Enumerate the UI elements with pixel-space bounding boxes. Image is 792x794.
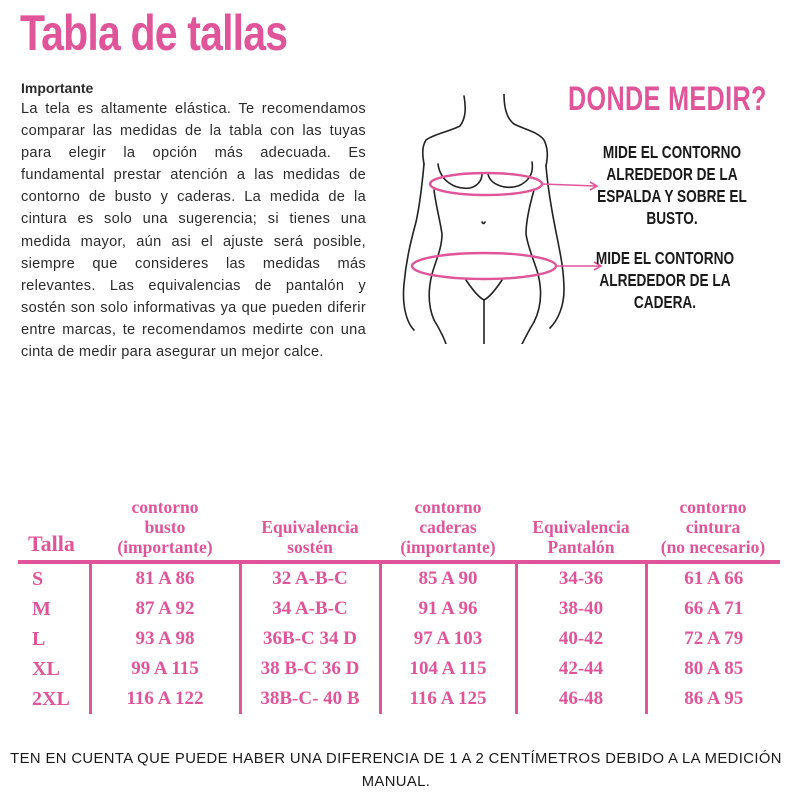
pants-cell: 46-48 bbox=[516, 684, 646, 714]
bust-instruction: MIDE EL CONTORNO ALREDEDOR DE LA ESPALDA Y SOBRE EL BUSTO. bbox=[597, 142, 747, 228]
size-cell: M bbox=[32, 597, 51, 620]
size-cell: 2XL bbox=[32, 687, 70, 710]
table-row bbox=[18, 624, 780, 654]
bra-cell: 36B-C 34 D bbox=[240, 624, 380, 654]
bust-cell: 87 A 92 bbox=[90, 594, 240, 624]
bust-cell: 81 A 86 bbox=[90, 562, 240, 594]
bra-cell: 38 B-C 36 D bbox=[240, 654, 380, 684]
bust-cell: 93 A 98 bbox=[90, 624, 240, 654]
size-cell: XL bbox=[32, 657, 60, 680]
hips-cell: 91 A 96 bbox=[380, 594, 516, 624]
header-talla: Talla bbox=[28, 531, 75, 556]
table-header-row bbox=[18, 497, 780, 562]
bust-cell: 116 A 122 bbox=[90, 684, 240, 714]
pants-cell: 42-44 bbox=[516, 654, 646, 684]
pants-cell: 40-42 bbox=[516, 624, 646, 654]
page-title: Tabla de tallas bbox=[20, 5, 288, 61]
table-row bbox=[18, 684, 780, 714]
hips-cell: 85 A 90 bbox=[380, 562, 516, 594]
important-label: Importante bbox=[21, 80, 94, 96]
hips-cell: 97 A 103 bbox=[380, 624, 516, 654]
table-row bbox=[18, 654, 780, 684]
waist-cell: 61 A 66 bbox=[646, 562, 780, 594]
measure-heading: DONDE MEDIR? bbox=[568, 80, 767, 118]
header-bust: contorno busto (importante) bbox=[117, 497, 213, 557]
waist-cell: 66 A 71 bbox=[646, 594, 780, 624]
pants-cell: 38-40 bbox=[516, 594, 646, 624]
size-cell: L bbox=[32, 627, 46, 650]
hips-cell: 116 A 125 bbox=[380, 684, 516, 714]
header-bra: Equivalencia sostén bbox=[261, 517, 359, 557]
bra-cell: 32 A-B-C bbox=[240, 562, 380, 594]
hips-cell: 104 A 115 bbox=[380, 654, 516, 684]
important-text: La tela es altamente elástica. Te recomendamos comparar las medidas de la tabla con las tuyas para elegir la opción más adecuada. Es fundamental prestar atención a las medidas de contorno de busto y caderas. La medida de la cintura es solo una sugerencia; si tienes una medida mayor, aún asi el ajuste será posible, siempre que consideres las medidas más relevantes. Las equivalencias de pantalón y sostén son solo informativas ya que pueden diferir entre marcas, te recomendamos medirte con una cinta de medir para asegurar un mejor calce. bbox=[21, 101, 366, 361]
bra-cell: 38B-C- 40 B bbox=[240, 684, 380, 714]
waist-cell: 86 A 95 bbox=[646, 684, 780, 714]
header-hips: contorno caderas (importante) bbox=[400, 497, 496, 557]
hip-instruction: MIDE EL CONTORNO ALREDEDOR DE LA CADERA. bbox=[595, 248, 735, 312]
size-cell: S bbox=[32, 567, 44, 590]
bust-cell: 99 A 115 bbox=[90, 654, 240, 684]
waist-cell: 80 A 85 bbox=[646, 654, 780, 684]
header-pants: Equivalencia Pantalón bbox=[532, 517, 630, 557]
table-row bbox=[18, 594, 780, 624]
bra-cell: 34 A-B-C bbox=[240, 594, 380, 624]
footer-note: TEN EN CUENTA QUE PUEDE HABER UNA DIFERENCIA DE 1 A 2 CENTÍMETROS DEBIDO A LA MEDICIÓN MANUAL. bbox=[10, 751, 782, 790]
header-waist: contorno cintura (no necesario) bbox=[660, 497, 766, 557]
waist-cell: 72 A 79 bbox=[646, 624, 780, 654]
table-row bbox=[18, 562, 780, 594]
pants-cell: 34-36 bbox=[516, 562, 646, 594]
size-table bbox=[18, 497, 780, 714]
